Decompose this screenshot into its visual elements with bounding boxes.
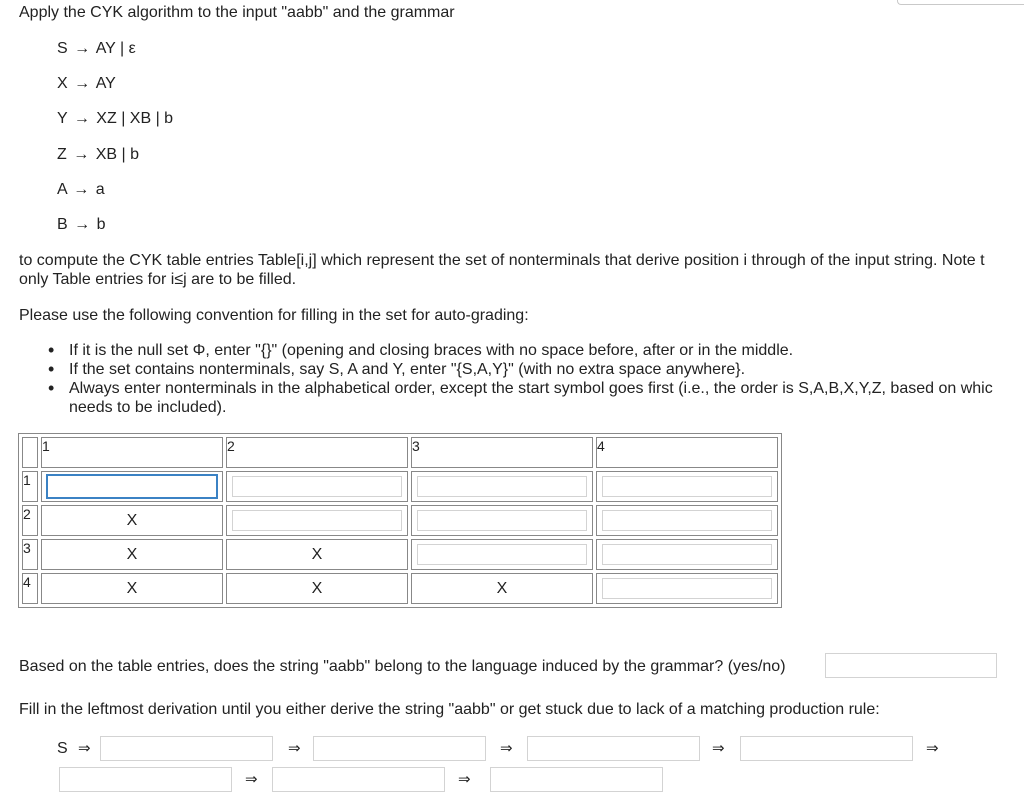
cell-input-1-4[interactable]	[602, 476, 772, 497]
arrow-icon: →	[74, 40, 91, 57]
cell-input-1-3[interactable]	[417, 476, 587, 497]
table-cell-crossed: X	[41, 505, 223, 536]
cell-input-2-4[interactable]	[602, 510, 772, 531]
rule-rhs: XZ | XB | b	[96, 110, 174, 127]
bullet-text: Always enter nonterminals in the alphabetical order, except the start symbol goes first (i.e., the order is S,A,B,X,Y,Z, based on whic	[69, 380, 993, 397]
arrow-icon: →	[74, 216, 91, 233]
table-cell[interactable]	[226, 471, 408, 502]
cell-input-2-3[interactable]	[417, 510, 587, 531]
convention-list	[0, 341, 993, 417]
cell-input-1-1[interactable]	[46, 474, 218, 499]
column-header: 4	[596, 437, 778, 468]
table-cell[interactable]	[411, 471, 593, 502]
membership-answer-input[interactable]	[825, 653, 997, 678]
grammar-rule	[57, 215, 105, 234]
rule-rhs: AY | ε	[95, 40, 136, 57]
table-cell[interactable]	[41, 471, 223, 502]
derivation-instructions: Fill in the leftmost derivation until you either derive the string "aabb" or get stuck due to lack of a matching production rule:	[19, 701, 880, 718]
intro-text: Apply the CYK algorithm to the input "aabb" and the grammar	[19, 4, 455, 21]
arrow-icon: →	[73, 181, 90, 198]
row-header: 3	[22, 539, 38, 570]
derives-arrow-icon: ⇒	[245, 771, 258, 788]
derivation-step-input[interactable]	[272, 767, 445, 792]
derivation-start-symbol: S	[57, 740, 68, 757]
table-row	[22, 505, 778, 536]
arrow-icon: →	[74, 75, 91, 92]
derives-arrow-icon: ⇒	[712, 740, 725, 757]
derives-arrow-icon: ⇒	[458, 771, 471, 788]
convention-bullet	[0, 379, 993, 417]
table-cell-crossed: X	[226, 539, 408, 570]
cell-input-2-2[interactable]	[232, 510, 402, 531]
rule-lhs: Y	[57, 110, 68, 127]
column-header: 2	[226, 437, 408, 468]
table-cell[interactable]	[411, 539, 593, 570]
column-header: 3	[411, 437, 593, 468]
table-cell-crossed: X	[41, 539, 223, 570]
table-row	[22, 573, 778, 604]
row-header: 1	[22, 471, 38, 502]
convention-bullet: • If it is the null set Φ, enter "{}" (opening and closing braces with no space before, after or in the middle.	[0, 341, 993, 360]
table-header-row	[22, 437, 778, 468]
grammar-rule	[57, 74, 116, 93]
description-line-2: only Table entries for i≤j are to be filled.	[19, 271, 297, 288]
grammar-rule	[57, 145, 139, 164]
convention-bullet: • If the set contains nonterminals, say S, A and Y, enter "{S,A,Y}" (with no extra space anywhere}.	[0, 360, 993, 379]
table-cell[interactable]	[596, 505, 778, 536]
top-right-panel-edge	[897, 0, 1024, 5]
table-cell[interactable]	[596, 471, 778, 502]
table-cell[interactable]	[596, 573, 778, 604]
membership-question: Based on the table entries, does the string "aabb" belong to the language induced by the grammar? (yes/no)	[19, 658, 786, 675]
rule-lhs: A	[57, 181, 67, 198]
derives-arrow-icon: ⇒	[78, 740, 91, 757]
table-cell[interactable]	[226, 505, 408, 536]
cell-input-4-4[interactable]	[602, 578, 772, 599]
description-line-1: to compute the CYK table entries Table[i,j] which represent the set of nonterminals that derive position i through of the input string. Note t	[19, 252, 985, 269]
table-row	[22, 471, 778, 502]
corner-cell	[22, 437, 38, 468]
table-cell-crossed: X	[41, 573, 223, 604]
arrow-icon: →	[73, 146, 90, 163]
bullet-text-continuation: needs to be included).	[69, 399, 227, 416]
rule-rhs: b	[96, 216, 106, 233]
derivation-step-input[interactable]	[313, 736, 486, 761]
derivation-step-input[interactable]	[527, 736, 700, 761]
grammar-rule	[57, 180, 105, 199]
table-row	[22, 539, 778, 570]
derivation-step-input[interactable]	[490, 767, 663, 792]
table-cell[interactable]	[411, 505, 593, 536]
cell-input-3-3[interactable]	[417, 544, 587, 565]
cyk-table	[18, 433, 782, 608]
arrow-icon: →	[73, 110, 90, 127]
row-header: 2	[22, 505, 38, 536]
table-cell-crossed: X	[411, 573, 593, 604]
rule-lhs: B	[57, 216, 68, 233]
row-header: 4	[22, 573, 38, 604]
grammar-rule	[57, 109, 173, 128]
derivation-step-input[interactable]	[100, 736, 273, 761]
cell-input-3-4[interactable]	[602, 544, 772, 565]
rule-rhs: AY	[95, 75, 116, 92]
rule-lhs: S	[57, 40, 68, 57]
derivation-step-input[interactable]	[59, 767, 232, 792]
table-cell-crossed: X	[226, 573, 408, 604]
derivation-step-input[interactable]	[740, 736, 913, 761]
derives-arrow-icon: ⇒	[288, 740, 301, 757]
rule-lhs: Z	[57, 146, 67, 163]
derives-arrow-icon: ⇒	[926, 740, 939, 757]
rule-rhs: a	[95, 181, 105, 198]
column-header: 1	[41, 437, 223, 468]
cell-input-1-2[interactable]	[232, 476, 402, 497]
rule-rhs: XB | b	[95, 146, 139, 163]
derives-arrow-icon: ⇒	[500, 740, 513, 757]
rule-lhs: X	[57, 75, 68, 92]
table-cell[interactable]	[596, 539, 778, 570]
convention-heading: Please use the following convention for filling in the set for auto-grading:	[19, 307, 529, 324]
grammar-rule	[57, 39, 136, 58]
